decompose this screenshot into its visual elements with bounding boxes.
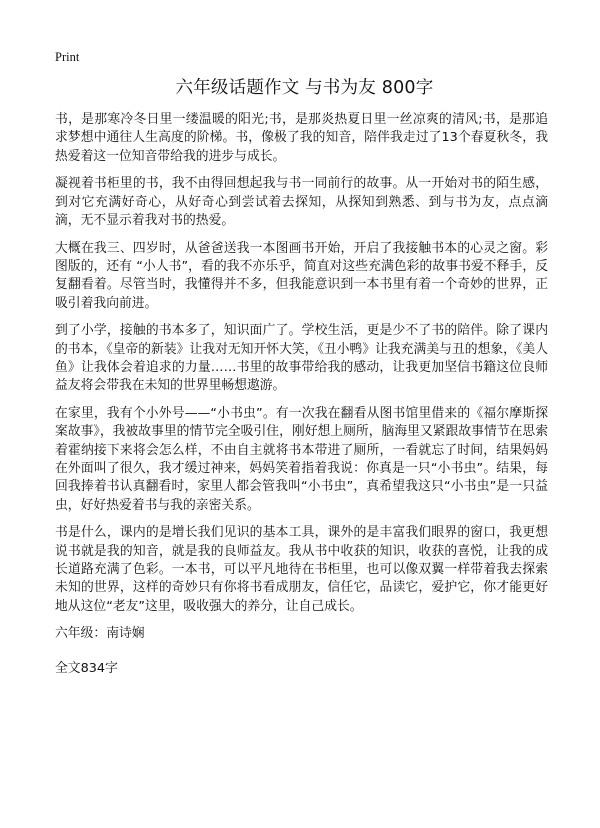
page-title: 六年级话题作文 与书为友 800字 [175,78,434,98]
paragraph-3: 大概在我三、四岁时，从爸爸送我一本图画书开始，开启了我接触书本的心灵之窗。彩图版的，还有 “小人书”，看的我不亦乐乎，简直对这些充满色彩的故事书爱不释手，反复翻看着。尽管当时，我懂得并不多，但我能意识到一本书里有着一个奇妙的世界，正吸引着我向前进。 [55,240,548,311]
author-line: 六年级：南诗娴 [55,626,145,642]
paragraph-1: 书，是那寒冷冬日里一缕温暖的阳光;书，是那炎热夏日里一丝凉爽的清风;书，是那追求梦想中通往人生高度的阶梯。书，像极了我的知音，陪伴我走过了13个春夏秋冬，我热爱着这一位知音带给我的进步与成长。 [55,112,548,164]
paragraph-4: 到了小学，接触的书本多了，知识面广了。学校生活，更是少不了书的陪伴。除了课内的书本，《皇帝的新装》让我对无知开怀大笑，《丑小鸭》让我充满美与丑的想象，《美人鱼》让我体会着追求的力量……书里的故事带给我的感动，让我更加坚信书籍这位良师益友将会带我在未知的世界里畅想遨游。 [55,323,548,394]
paragraph-2: 凝视着书柜里的书，我不由得回想起我与书一同前行的故事。从一开始对书的陌生感，到对它充满好奇心，从好奇心到尝试着去探知，从探知到熟悉、到与书为友，点点滴滴，无不显示着我对书的热爱。 [55,176,548,228]
word-count: 全文834字 [55,661,118,677]
paragraph-6: 书是什么，课内的是增长我们见识的基本工具，课外的是丰富我们眼界的窗口，我更想说书就是我的知音，就是我的良师益友。我从书中收获的知识，收获的喜悦，让我的成长道路充满了色彩。一本书，可以平凡地待在书柜里，也可以像双翼一样带着我去探索未知的世界，这样的奇妙只有你将书看成朋友，信任它，品读它，爱护它，你才能更好地从这位“老友”这里，吸收强大的养分，让自己成长。 [55,525,548,614]
paragraph-5: 在家里，我有个小外号——“小书虫”。有一次我在翻看从图书馆里借来的《福尔摩斯探案故事》，我被故事里的情节完全吸引住，刚好想上厕所，脑海里又紧跟故事情节在思索着霍纳接下来将会怎么样，不由自主就将书本带进了厕所，一看就忘了时间，结果妈妈在外面叫了很久，我才缓过神来，妈妈笑着指着我说：你真是一只“小书虫”。结果，每回我捧着书认真翻看时，家里人都会管我叫“小书虫”，真希望我这只“小书虫”是一只益虫，好好热爱着书与我的亲密关系。 [55,406,548,513]
print-label: Print [55,50,80,64]
